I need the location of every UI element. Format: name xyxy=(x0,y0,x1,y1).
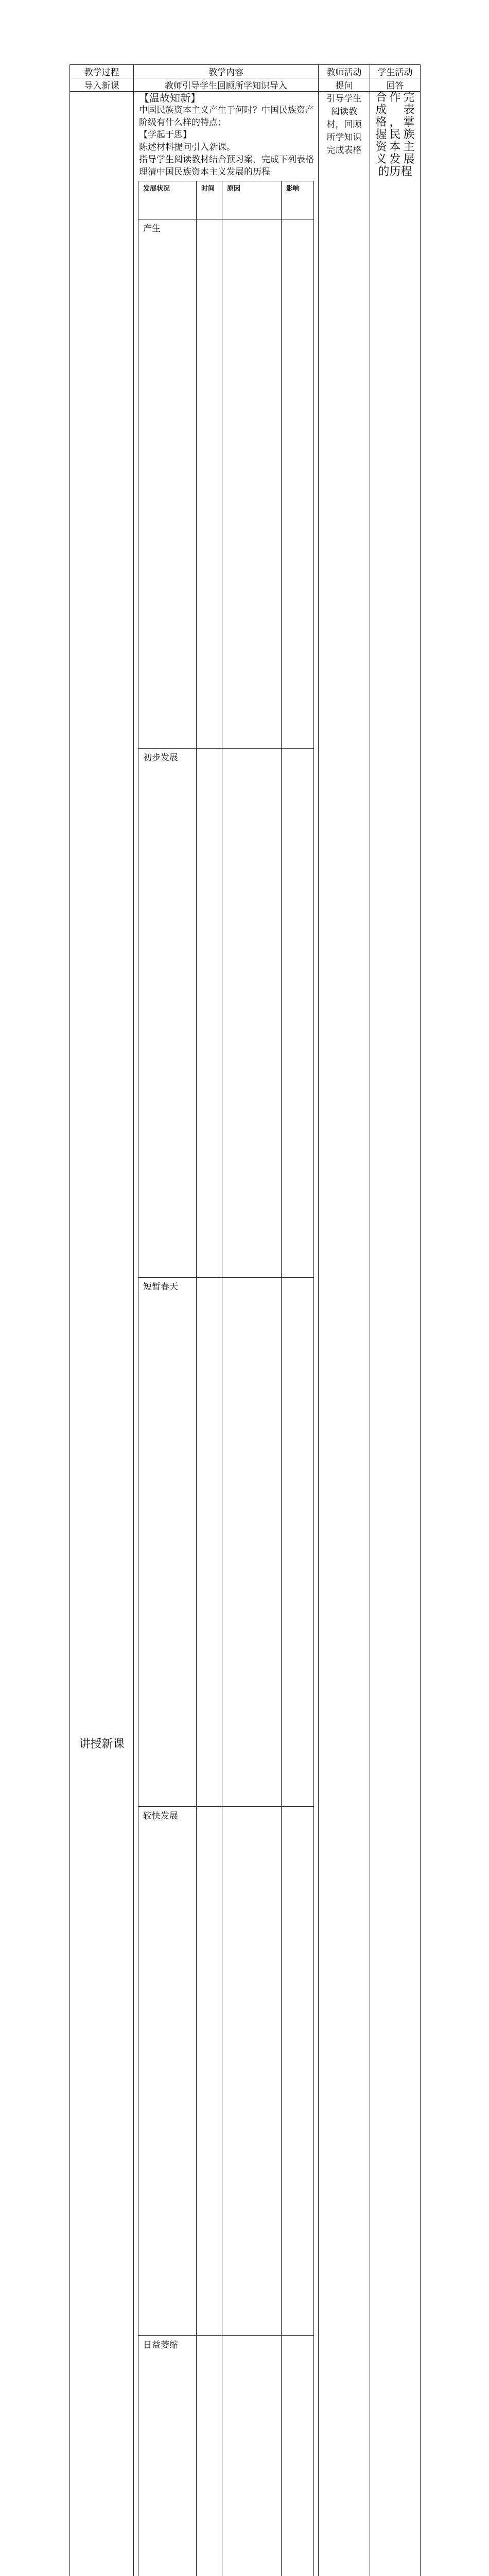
row-label: 日益萎缩 xyxy=(138,2336,197,2576)
col-header-time: 时间 xyxy=(197,181,222,219)
col-header-status: 发展状况 xyxy=(138,181,197,219)
intro-row xyxy=(70,78,421,92)
development-table xyxy=(138,181,314,2576)
intro-teacher: 提问 xyxy=(319,78,370,92)
header-row xyxy=(70,65,421,78)
think-line-1: 陈述材料提问引入新课。 xyxy=(139,141,314,154)
think-title: 【学起于思】 xyxy=(139,129,314,141)
header-student-activity: 学生活动 xyxy=(370,65,421,78)
think-line-2: 指导学生阅读教材结合预习案，完成下列表格理清中国民族资本主义发展的历程 xyxy=(139,154,314,178)
row-label: 短暂春天 xyxy=(138,1278,197,1807)
lesson-content xyxy=(134,92,319,2576)
intro-stage: 导入新课 xyxy=(70,78,134,92)
header-process: 教学过程 xyxy=(70,65,134,78)
lesson-plan-table xyxy=(69,64,421,2576)
lesson-student xyxy=(370,92,421,2576)
lesson-row xyxy=(70,92,421,2576)
lesson-teacher xyxy=(319,92,370,2576)
table-row xyxy=(138,1278,314,1807)
header-teacher-activity: 教师活动 xyxy=(319,65,370,78)
review-question: 中国民族资本主义产生于何时？中国民族资产阶级有什么样的特点； xyxy=(139,104,314,129)
development-table-header xyxy=(138,181,314,219)
intro-content: 教师引导学生回顾所学知识导入 xyxy=(134,78,319,92)
intro-student: 回答 xyxy=(370,78,421,92)
table-row xyxy=(138,2336,314,2576)
table-row xyxy=(138,749,314,1278)
review-title: 【温故知新】 xyxy=(139,92,314,104)
row-label: 初步发展 xyxy=(138,749,197,1278)
col-header-reason: 原因 xyxy=(222,181,282,219)
lesson-teacher-text: 引导学生阅读教材，回顾所学知识完成表格 xyxy=(323,93,366,157)
col-header-impact: 影响 xyxy=(282,181,314,219)
table-row xyxy=(138,1807,314,2336)
row-label: 产生 xyxy=(138,219,197,749)
lesson-stage: 讲授新课 xyxy=(70,92,134,2576)
header-content: 教学内容 xyxy=(134,65,319,78)
row-label: 较快发展 xyxy=(138,1807,197,2336)
table-row xyxy=(138,219,314,749)
lesson-student-text: 合作完成表格，掌握民族资本主义发展的历程 xyxy=(376,92,415,178)
document-page xyxy=(0,0,489,692)
